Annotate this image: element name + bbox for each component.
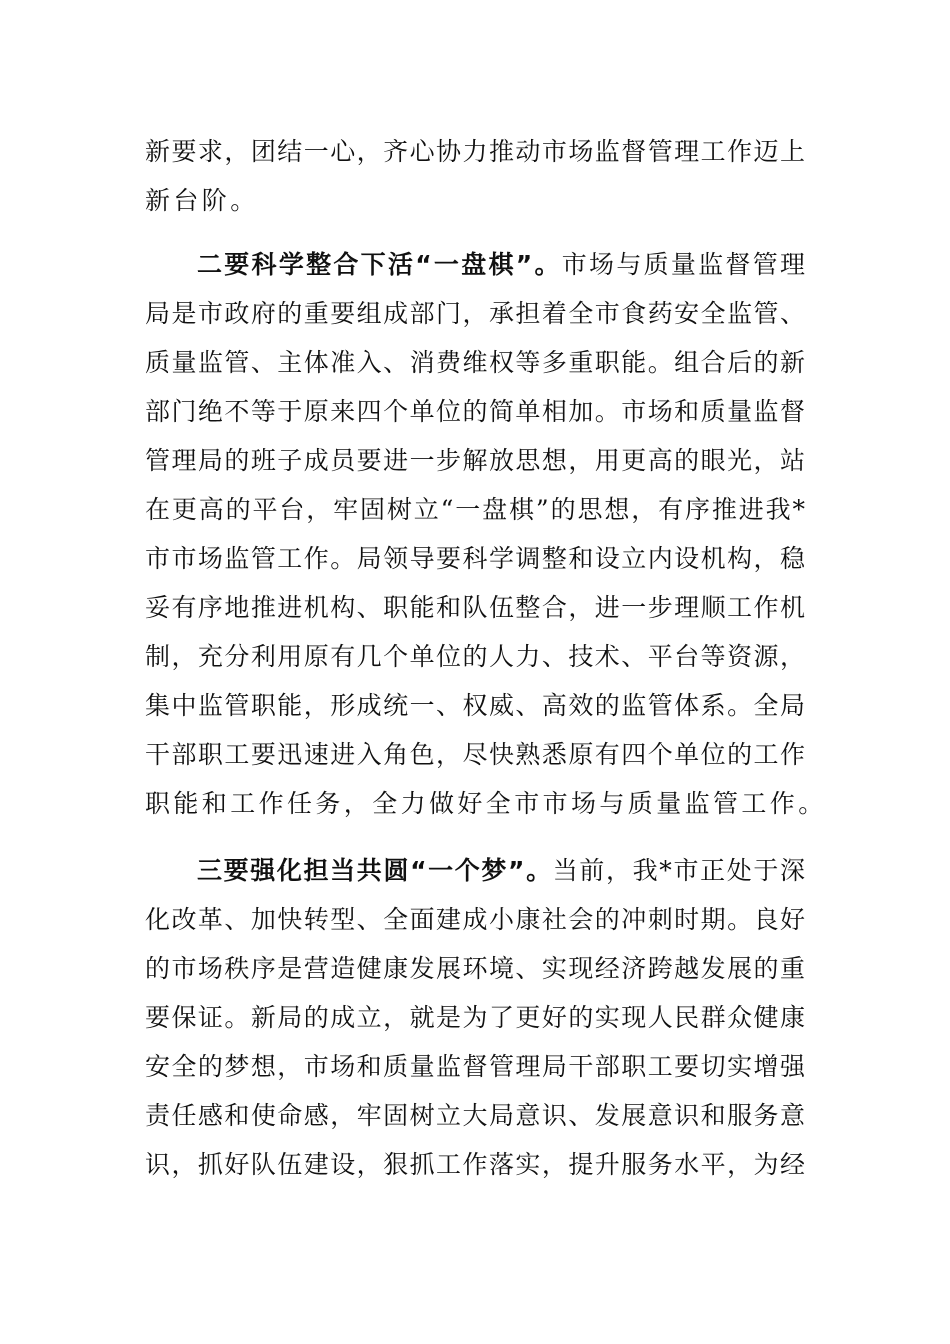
body-line: 妥有序地推进机构、职能和队伍整合，进一步理顺工作机: [145, 593, 805, 622]
body-line: 在更高的平台，牢固树立“一盘棋”的思想，有序推进我*: [145, 495, 805, 524]
body-line: 安全的梦想，市场和质量监督管理局干部职工要切实增强: [145, 1052, 805, 1081]
body-line: 市市场监管工作。局领导要科学调整和设立内设机构，稳: [145, 544, 805, 573]
body-line: 新要求，团结一心，齐心协力推动市场监督管理工作迈上: [145, 137, 805, 166]
body-line: 局是市政府的重要组成部门，承担着全市食药安全监管、: [145, 299, 805, 328]
body-line: 化改革、加快转型、全面建成小康社会的冲刺时期。良好: [145, 905, 805, 934]
body-line: 新台阶。: [145, 186, 259, 215]
body-line: 制，充分利用原有几个单位的人力、技术、平台等资源，: [145, 642, 805, 671]
body-line: 部门绝不等于原来四个单位的简单相加。市场和质量监督: [145, 397, 805, 426]
paragraph-heading: 三要强化担当共圆“一个梦”。: [197, 856, 553, 885]
paragraph-first-line: [145, 856, 805, 886]
body-line: 的市场秩序是营造健康发展环境、实现经济跨越发展的重: [145, 954, 805, 983]
paragraph-heading: 二要科学整合下活“一盘棋”。: [197, 250, 562, 279]
body-line: 管理局的班子成员要进一步解放思想，用更高的眼光，站: [145, 446, 805, 475]
body-text: 市场与质量监督管理: [561, 250, 805, 279]
body-line: 干部职工要迅速进入角色，尽快熟悉原有四个单位的工作: [145, 740, 805, 769]
paragraph-first-line: [145, 250, 805, 280]
body-line: 责任感和使命感，牢固树立大局意识、发展意识和服务意: [145, 1101, 805, 1130]
body-line: 识，抓好队伍建设，狠抓工作落实，提升服务水平，为经: [145, 1150, 805, 1179]
body-text: 当前，我*市正处于深: [552, 856, 805, 885]
body-line: 职能和工作任务，全力做好全市市场与质量监管工作。: [145, 789, 827, 818]
body-line: 质量监管、主体准入、消费维权等多重职能。组合后的新: [145, 348, 805, 377]
body-line: 要保证。新局的成立，就是为了更好的实现人民群众健康: [145, 1003, 805, 1032]
body-line: 集中监管职能，形成统一、权威、高效的监管体系。全局: [145, 691, 805, 720]
